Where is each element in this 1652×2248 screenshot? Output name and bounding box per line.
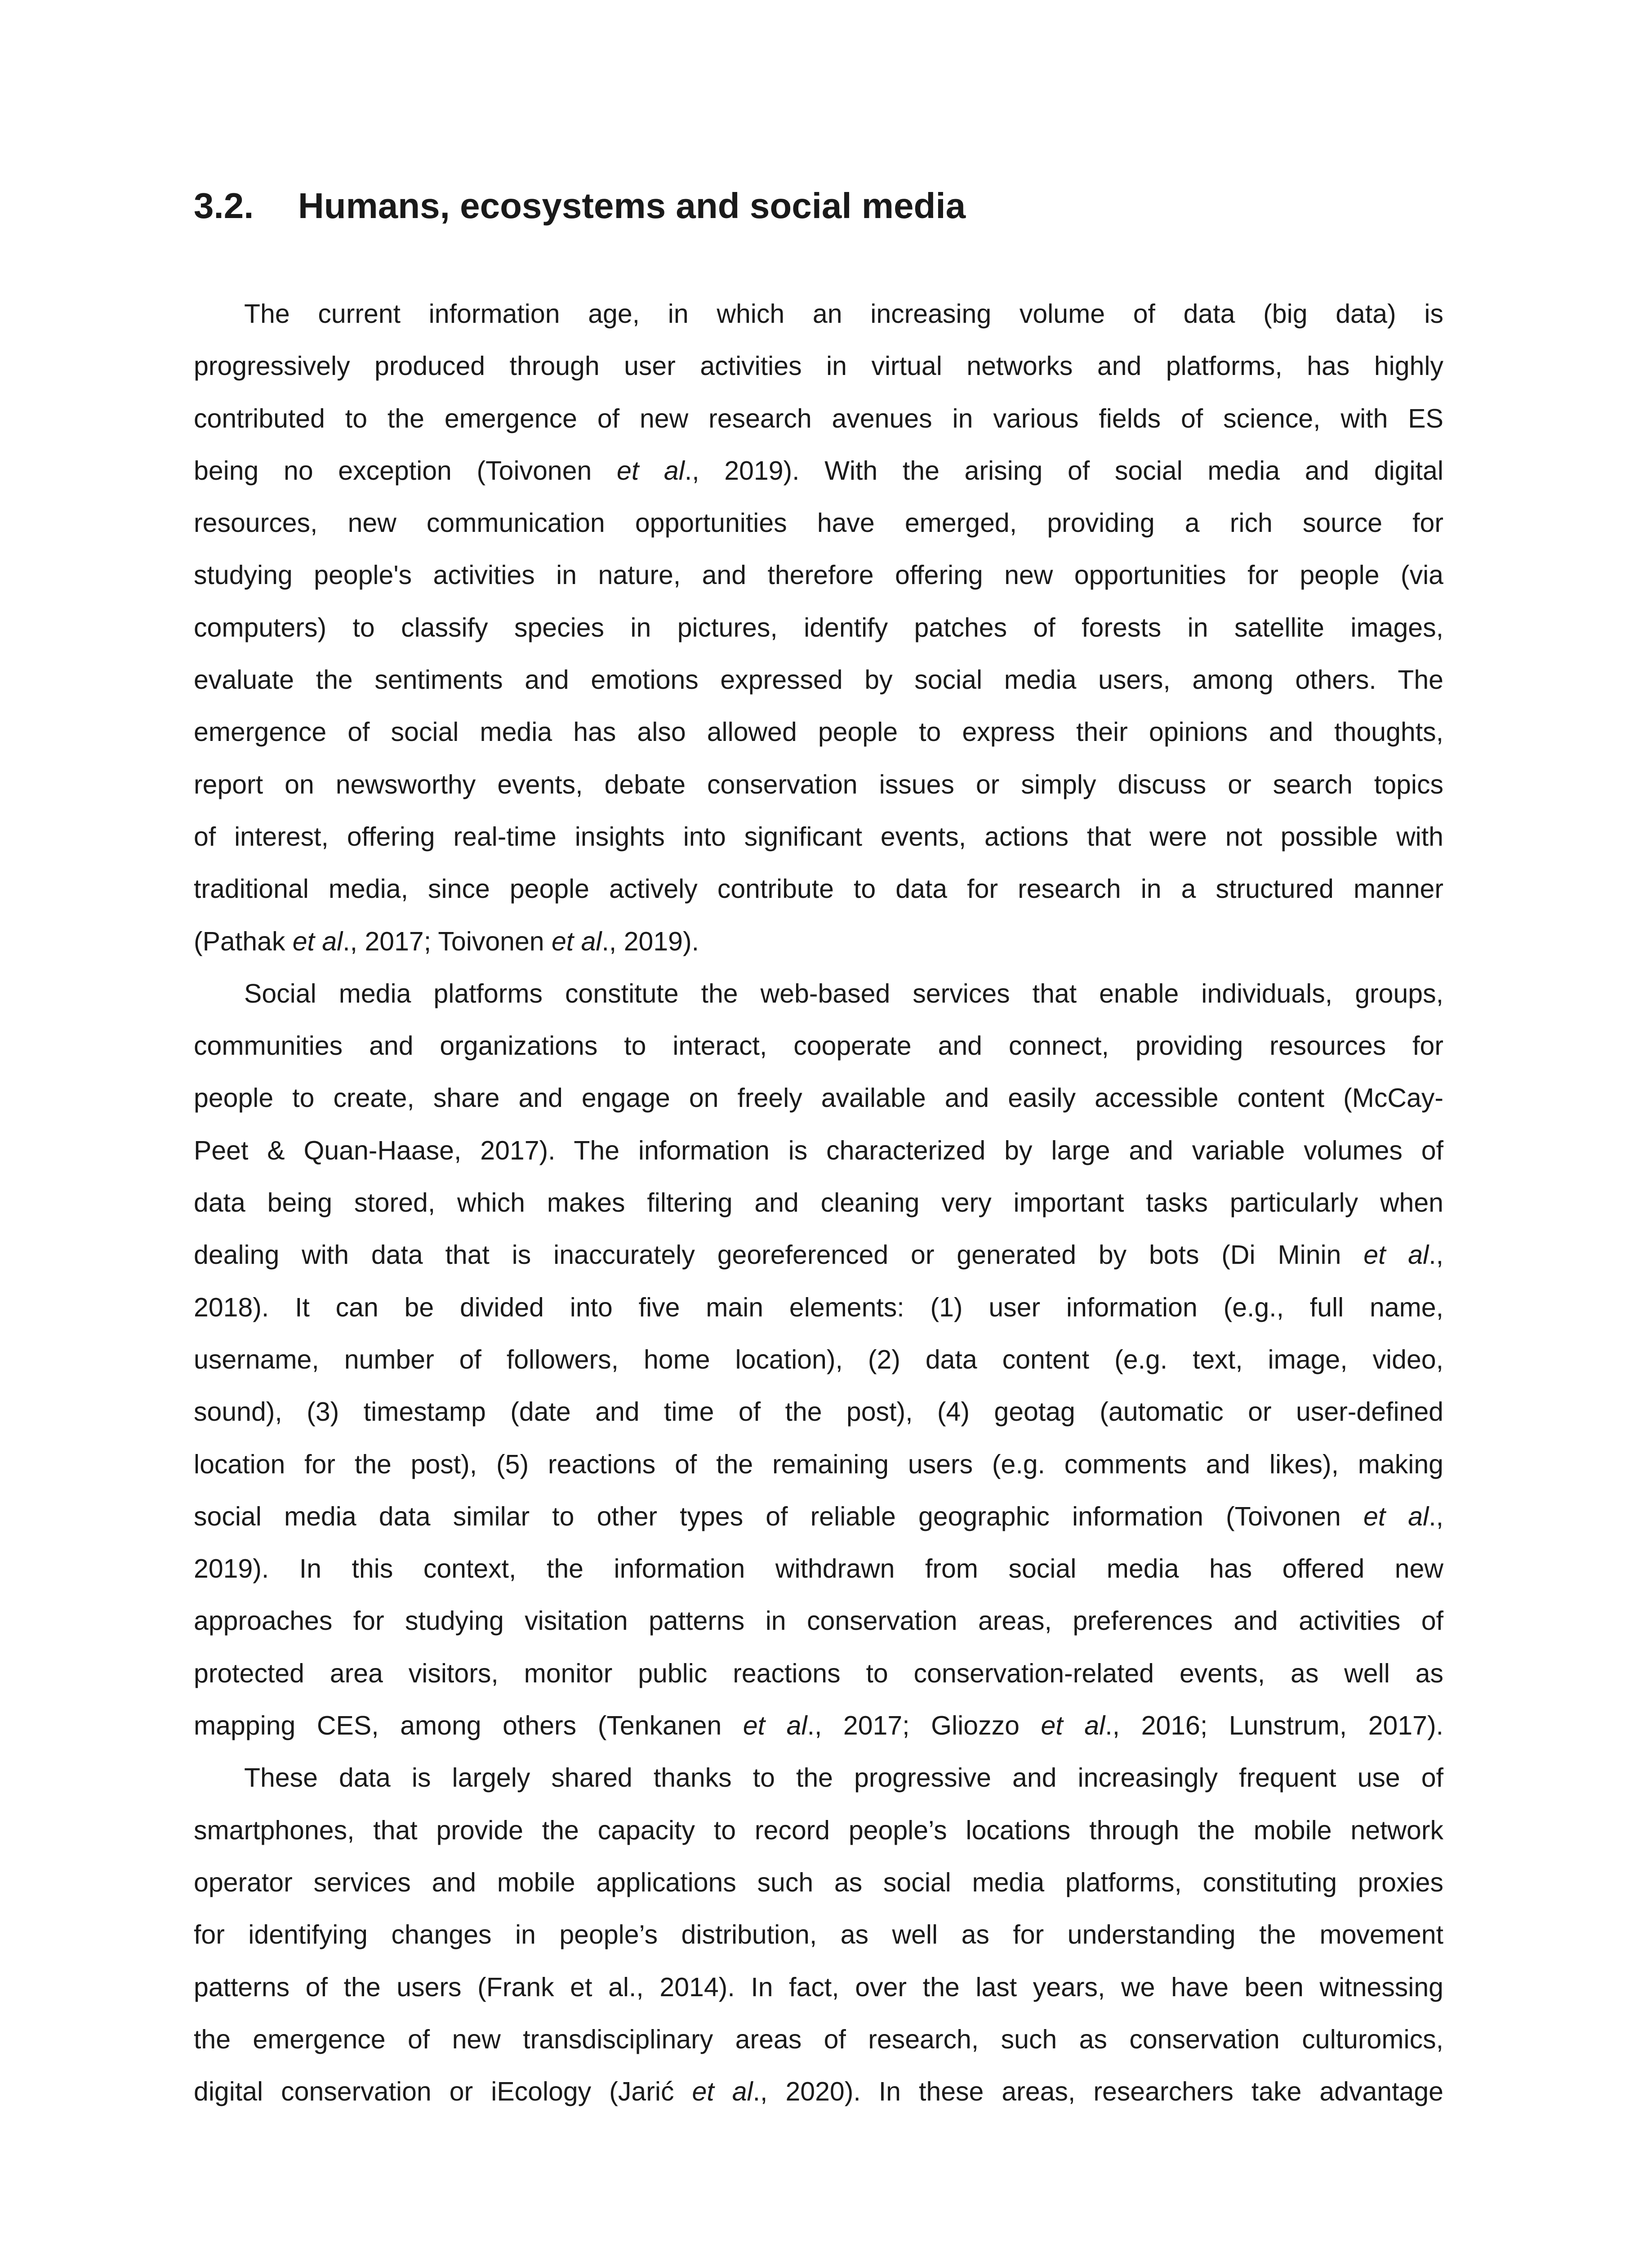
text-line: operator services and mobile applications such as social media platforms, constituting proxies [194, 1867, 1443, 1897]
section-number: 3.2. [194, 186, 254, 226]
text-line: patterns of the users (Frank et al., 2014). In fact, over the last years, we have been witnessing [194, 1972, 1443, 2002]
paragraph-1 [194, 288, 1443, 968]
text-line: being no exception (Toivonen et al., 2019). With the arising of social media and digital [194, 455, 1443, 486]
text-line: Peet & Quan-Haase, 2017). The information is characterized by large and variable volumes of [194, 1135, 1443, 1165]
text-line: for identifying changes in people’s distribution, as well as for understanding the movement [194, 1920, 1443, 1950]
text-line: Social media platforms constitute the web-based services that enable individuals, groups, [244, 978, 1443, 1008]
text-line: smartphones, that provide the capacity to record people’s locations through the mobile network [194, 1815, 1443, 1845]
text-line: sound), (3) timestamp (date and time of the post), (4) geotag (automatic or user-defined [194, 1397, 1443, 1427]
section-heading [194, 188, 966, 224]
text-line: dealing with data that is inaccurately georeferenced or generated by bots (Di Minin et al., [194, 1240, 1443, 1270]
text-line: The current information age, in which an increasing volume of data (big data) is [244, 299, 1443, 329]
text-line: resources, new communication opportunities have emerged, providing a rich source for [194, 508, 1443, 538]
text-line: protected area visitors, monitor public reactions to conservation-related events, as well as [194, 1658, 1443, 1688]
body-text [194, 288, 1443, 2118]
text-line: progressively produced through user activities in virtual networks and platforms, has highly [194, 351, 1443, 381]
text-line: report on newsworthy events, debate conservation issues or simply discuss or search topics [194, 769, 1443, 799]
text-line: username, number of followers, home location), (2) data content (e.g. text, image, video, [194, 1344, 1443, 1374]
text-line: 2019). In this context, the information withdrawn from social media has offered new [194, 1554, 1443, 1584]
paragraph-2 [194, 968, 1443, 1752]
text-line: people to create, share and engage on freely available and easily accessible content (McCay- [194, 1083, 1443, 1113]
text-line: of interest, offering real-time insights into significant events, actions that were not possible with [194, 821, 1443, 852]
text-line: traditional media, since people actively contribute to data for research in a structured manner [194, 874, 1443, 904]
text-line: mapping CES, among others (Tenkanen et al., 2017; Gliozzo et al., 2016; Lunstrum, 2017). [194, 1711, 1443, 1741]
paragraph-3 [194, 1752, 1443, 2118]
text-line: computers) to classify species in pictures, identify patches of forests in satellite images, [194, 612, 1443, 642]
text-line: These data is largely shared thanks to the progressive and increasingly frequent use of [244, 1763, 1443, 1793]
text-line: social media data similar to other types of reliable geographic information (Toivonen et al., [194, 1501, 1443, 1531]
text-line: (Pathak et al., 2017; Toivonen et al., 2019). [194, 926, 699, 956]
text-line: emergence of social media has also allowed people to express their opinions and thoughts, [194, 717, 1443, 747]
text-line: digital conservation or iEcology (Jarić et al., 2020). In these areas, researchers take advantage [194, 2077, 1443, 2107]
text-line: evaluate the sentiments and emotions expressed by social media users, among others. The [194, 665, 1443, 695]
section-title: Humans, ecosystems and social media [298, 186, 966, 226]
text-line: 2018). It can be divided into five main elements: (1) user information (e.g., full name, [194, 1292, 1443, 1322]
text-line: communities and organizations to interact, cooperate and connect, providing resources for [194, 1031, 1443, 1061]
text-line: approaches for studying visitation patterns in conservation areas, preferences and activities of [194, 1606, 1443, 1636]
text-line: studying people's activities in nature, and therefore offering new opportunities for people (via [194, 560, 1443, 590]
text-line: contributed to the emergence of new research avenues in various fields of science, with ES [194, 403, 1443, 433]
text-line: data being stored, which makes filtering and cleaning very important tasks particularly when [194, 1188, 1443, 1218]
text-line: the emergence of new transdisciplinary areas of research, such as conservation culturomics, [194, 2024, 1443, 2054]
text-line: location for the post), (5) reactions of the remaining users (e.g. comments and likes), making [194, 1449, 1443, 1479]
